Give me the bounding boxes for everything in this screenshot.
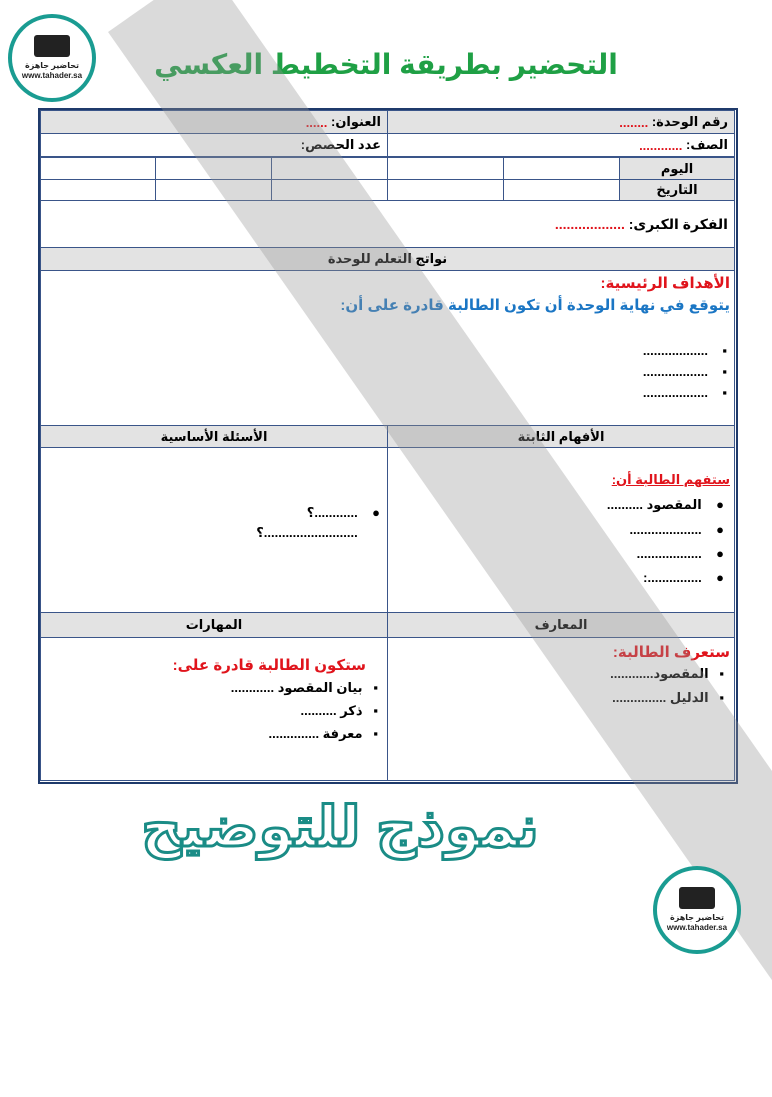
question-item: ● ............؟: [306, 505, 380, 520]
truck-icon: [679, 887, 715, 909]
knowledge-item: ▪ المقصود............: [610, 666, 724, 681]
knowledge-item: ▪ الدليل ...............: [612, 690, 724, 705]
goals-cell: [40, 270, 735, 426]
understanding-item: ● ...............:: [643, 570, 724, 585]
understanding-text[interactable]: ...............:: [643, 570, 702, 585]
title-label: العنوان:: [330, 114, 381, 129]
logo-brand: تحاضير جاهزة: [670, 913, 724, 922]
brand-logo: [653, 866, 741, 954]
understandings-heading: الأفهام الثابتة: [387, 425, 735, 448]
date-cell[interactable]: [155, 179, 272, 201]
logo-url: www.tahader.sa: [21, 71, 83, 80]
title-value[interactable]: ......: [305, 114, 328, 130]
goals-label: الأهداف الرئيسية:: [600, 275, 730, 292]
unit-label: رقم الوحدة:: [651, 114, 728, 129]
periods-cell: [40, 133, 388, 157]
date-label: التاريخ: [619, 179, 735, 201]
skill-text[interactable]: ذكر ..........: [300, 703, 363, 718]
goal-item: ▪ ..................: [642, 385, 727, 400]
page-title: التحضير بطريقة التخطيط العكسي: [154, 49, 618, 80]
day-label: اليوم: [619, 157, 735, 180]
skill-item: ▪ ذكر ..........: [300, 703, 378, 718]
skill-text[interactable]: بيان المقصود ............: [230, 680, 363, 695]
day-cell[interactable]: [40, 157, 156, 180]
skills-lead: ستكون الطالبة قادرة على:: [172, 657, 366, 674]
day-cell[interactable]: [387, 157, 504, 180]
big-idea-label: الفكرة الكبرى:: [628, 215, 728, 232]
date-cell[interactable]: [271, 179, 388, 201]
brand-logo: [8, 14, 96, 102]
skill-item: ▪ معرفة ..............: [268, 726, 378, 741]
question-item: [256, 525, 380, 541]
title-cell: [40, 110, 388, 134]
question-text[interactable]: ..........................؟: [256, 525, 358, 540]
date-cell[interactable]: [40, 179, 156, 201]
day-cell[interactable]: [503, 157, 620, 180]
skills-heading: المهارات: [40, 612, 388, 638]
skill-item: ▪ بيان المقصود ............: [230, 680, 378, 695]
goal-item-text[interactable]: ..................: [642, 364, 708, 379]
truck-icon: [34, 35, 70, 57]
skill-text[interactable]: معرفة ..............: [268, 726, 363, 741]
big-idea-value[interactable]: ..................: [554, 216, 625, 232]
periods-label: عدد الحصص:: [300, 137, 381, 152]
understandings-lead: ستفهم الطالبة أن:: [611, 472, 730, 487]
understanding-text[interactable]: المقصود ..........: [606, 497, 702, 512]
outcomes-heading: نواتج التعلم للوحدة: [40, 247, 735, 271]
logo-url: www.tahader.sa: [666, 923, 728, 932]
goals-expectation: يتوقع في نهاية الوحدة أن تكون الطالبة قادرة على أن:: [340, 297, 730, 314]
knowledge-text[interactable]: الدليل ...............: [612, 690, 709, 705]
goal-item-text[interactable]: ..................: [642, 385, 708, 400]
knowledge-text[interactable]: المقصود............: [610, 666, 709, 681]
grade-value[interactable]: ............: [639, 137, 683, 153]
watermark-text: نموذج للتوضيح: [141, 795, 539, 858]
day-cell[interactable]: [155, 157, 272, 180]
goal-item: ▪ ..................: [642, 343, 727, 358]
understanding-item: ● ..................: [636, 546, 724, 561]
date-cell[interactable]: [387, 179, 504, 201]
goal-item: ▪ ..................: [642, 364, 727, 379]
knowledge-lead: ستعرف الطالبة:: [612, 644, 730, 661]
logo-brand: تحاضير جاهزة: [25, 61, 79, 70]
knowledge-heading: المعارف: [387, 612, 735, 638]
questions-heading: الأسئلة الأساسية: [40, 425, 388, 448]
unit-value[interactable]: ........: [619, 114, 649, 130]
understanding-item: ● ....................: [629, 522, 724, 537]
understanding-text[interactable]: ....................: [629, 522, 702, 537]
day-cell[interactable]: [271, 157, 388, 180]
goal-item-text[interactable]: ..................: [642, 343, 708, 358]
understanding-item: ● المقصود ..........: [606, 497, 724, 512]
big-idea-cell: [40, 200, 735, 248]
grade-label: الصف:: [686, 137, 728, 152]
question-text[interactable]: ............؟: [306, 505, 358, 520]
unit-number-cell: [387, 110, 735, 134]
grade-cell: [387, 133, 735, 157]
date-cell[interactable]: [503, 179, 620, 201]
understanding-text[interactable]: ..................: [636, 546, 702, 561]
